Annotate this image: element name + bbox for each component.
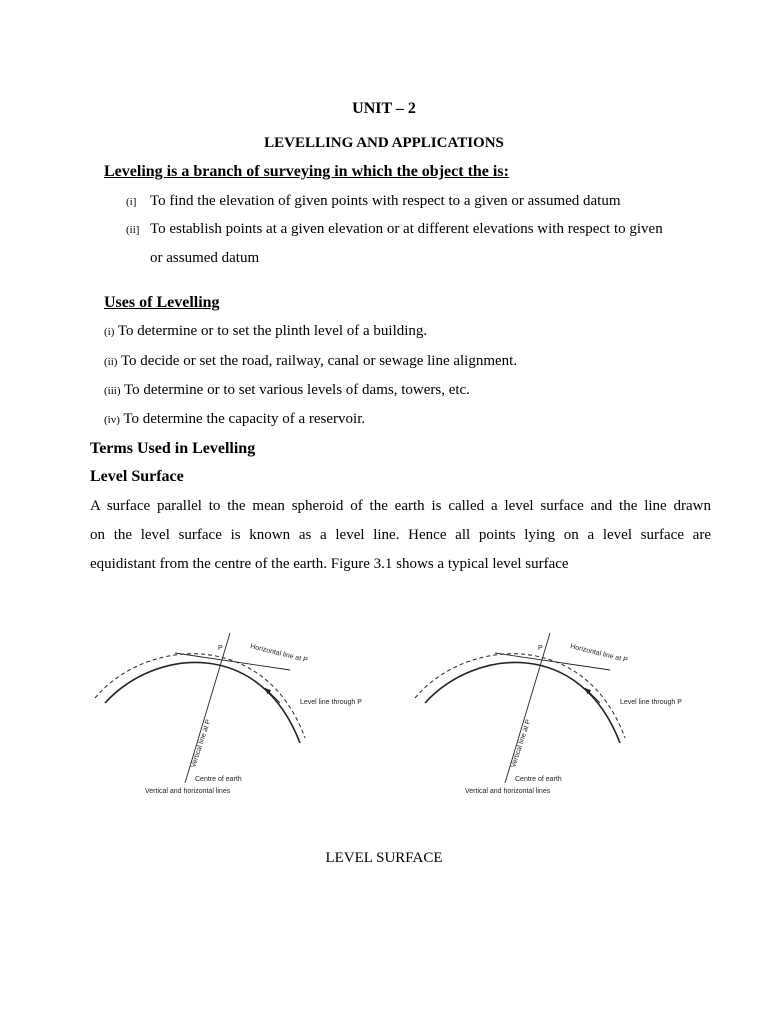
uses-item-4 bbox=[104, 411, 365, 428]
intro-item-2-continuation: or assumed datum bbox=[150, 250, 260, 266]
uses-item-1 bbox=[104, 323, 427, 340]
uses-item-2-number: (ii) bbox=[104, 356, 118, 368]
uses-item-4-number: (iv) bbox=[104, 414, 120, 426]
uses-item-1-number: (i) bbox=[104, 326, 115, 338]
level-surface-diagram-left bbox=[85, 628, 385, 798]
terms-heading: Terms Used in Levelling bbox=[90, 440, 256, 457]
centre-label: Centre of earth bbox=[195, 776, 242, 783]
uses-item-3-number: (iii) bbox=[104, 385, 121, 397]
intro-item-1 bbox=[126, 193, 136, 210]
paragraph-line-1: A surface parallel to the mean spheroid of the earth is called a level surface and the line drawn bbox=[90, 498, 711, 514]
paragraph-line-2: on the level surface is known as a level line. Hence all points lying on a level surface are bbox=[90, 527, 711, 543]
uses-item-4-text: To determine the capacity of a reservoir. bbox=[123, 411, 366, 427]
intro-item-2-text: To establish points at a given elevation or at different elevations with respect to given bbox=[150, 221, 663, 237]
paragraph-line-3: equidistant from the centre of the earth. Figure 3.1 shows a typical level surface bbox=[90, 556, 569, 572]
centre-label: Centre of earth bbox=[515, 776, 562, 783]
unit-title: UNIT – 2 bbox=[352, 100, 416, 117]
intro-item-1-number: (i] bbox=[126, 196, 137, 208]
figure-small-caption: Vertical and horizontal lines bbox=[465, 788, 551, 795]
vertical-line-label: Vertical line at P bbox=[510, 718, 533, 769]
level-line-label: Level line through P bbox=[300, 699, 362, 706]
uses-item-3 bbox=[104, 382, 470, 399]
horizontal-line-label: Horizontal line at P bbox=[249, 643, 309, 665]
intro-heading: Leveling is a branch of surveying in which the object the is: bbox=[104, 163, 509, 180]
figure-small-caption: Vertical and horizontal lines bbox=[145, 788, 231, 795]
uses-item-1-text: To determine or to set the plinth level of a building. bbox=[117, 323, 428, 339]
level-surface-figure-left bbox=[85, 628, 385, 798]
level-surface-diagram-right bbox=[405, 628, 705, 798]
uses-heading: Uses of Levelling bbox=[104, 294, 220, 311]
level-surface-heading: Level Surface bbox=[90, 468, 184, 485]
point-label: P bbox=[218, 645, 223, 652]
intro-item-1-text: To find the elevation of given points with respect to a given or assumed datum bbox=[150, 193, 621, 209]
vertical-line-label: Vertical line at P bbox=[190, 718, 213, 769]
chapter-title: LEVELLING AND APPLICATIONS bbox=[264, 135, 504, 151]
horizontal-line-label: Horizontal line at P bbox=[569, 643, 629, 665]
level-surface-figure-right bbox=[405, 628, 705, 798]
intro-item-2 bbox=[126, 221, 139, 238]
level-line-arrow bbox=[585, 688, 600, 703]
uses-item-2-text: To decide or set the road, railway, canal or sewage line alignment. bbox=[120, 353, 518, 369]
level-line-arrow bbox=[265, 688, 280, 703]
point-label: P bbox=[538, 645, 543, 652]
uses-item-2 bbox=[104, 353, 517, 370]
intro-item-2-number: (ii] bbox=[126, 224, 140, 236]
uses-item-3-text: To determine or to set various levels of dams, towers, etc. bbox=[123, 382, 470, 398]
figure-caption: LEVEL SURFACE bbox=[325, 850, 443, 866]
level-line-label: Level line through P bbox=[620, 699, 682, 706]
